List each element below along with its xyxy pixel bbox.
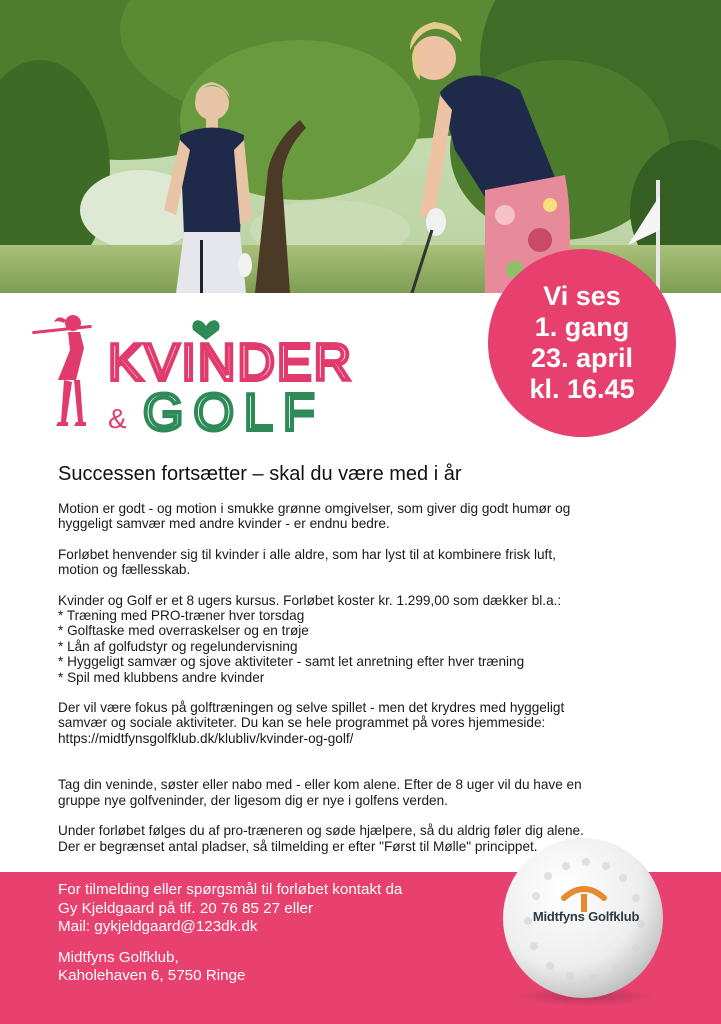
badge-line-4: kl. 16.45 <box>529 374 635 404</box>
email-link[interactable]: Mail: gykjeldgaard@123dk.dk <box>58 918 258 935</box>
hero-photo <box>0 0 721 293</box>
logo-ampersand: & <box>108 403 127 434</box>
logo-word-golf: GOLF <box>143 384 325 440</box>
paragraph-6: Under forløbet følges du af pro-træneren og søde hjælpere, så du aldrig føler dig alene. Der er begrænset antal pladser, så tilmelding er efter "Først til Mølle" princippet. <box>58 823 584 854</box>
list-item: * Spil med klubbens andre kvinder <box>58 669 265 685</box>
paragraph-2: Forløbet henvender sig til kvinder i alle aldre, som har lyst til at kombinere frisk luft, motion og fællesskab. <box>58 546 556 578</box>
paragraph-1: Motion er godt - og motion i smukke grønne omgivelser, som giver dig godt humør og hyggeligt samvær med andre kvinder - er endnu bedre. <box>58 501 571 532</box>
paragraph-4: Der vil være fokus på golftræningen og selve spillet - men det krydres med hyggeligt samvær og sociale aktiviteter. Du kan se hele programmet på vores hjemmeside: https://midtfynsgolfklub.dk/klubliv/kvinder-og-golf/ <box>58 700 658 746</box>
badge-line-3: 23. april <box>530 343 634 373</box>
list-item: * Golftaske med overraskelser og en trøje <box>58 623 309 639</box>
ball-logo-text: Midtfyns Golfklub <box>532 909 640 924</box>
paragraph-3: Kvinder og Golf er et 8 ugers kursus. Forløbet koster kr. 1.299,00 som dækker bl.a.: * Træning med PRO-træner hver torsdag * Golftaske med overraskelser og en trøje * Lån af golfudstyr og regelundervisning * Hyggeligt samvær og sjove aktiviteter - samt let anretning efter hver træning * Spil med klubbens andre kvinder <box>58 593 658 685</box>
headline: Successen fortsætter – skal du være med i år <box>58 463 462 485</box>
website-link[interactable]: https://midtfynsgolfklub.dk/klubliv/kvinder-og-golf/ <box>58 730 354 746</box>
club-address: Kaholehaven 6, 5750 Ringe <box>58 967 246 984</box>
club-name: Midtfyns Golfklub, <box>58 948 179 966</box>
list-item: * Hyggeligt samvær og sjove aktiviteter - samt let anretning efter hver træning <box>58 654 525 670</box>
badge-line-1: Vi ses <box>543 281 621 311</box>
golfer-silhouette-icon <box>32 315 92 426</box>
date-badge <box>488 249 676 437</box>
body-text <box>58 501 658 869</box>
logo-word-kvinder: KVINDER <box>108 334 354 392</box>
footer-contact: For tilmelding eller spørgsmål til forløbet kontakt da Gy Kjeldgaard på tlf. 20 76 85 27 eller Mail: gykjeldgaard@123dk.dk Midtfyns Golfklub, Kaholehaven 6, 5750 Ringe <box>58 881 478 986</box>
list-item: * Træning med PRO-træner hver torsdag <box>58 608 305 624</box>
kvinder-golf-logo <box>28 310 408 440</box>
badge-line-2: 1. gang <box>534 312 630 342</box>
list-item: * Lån af golfudstyr og regelundervisning <box>58 638 298 654</box>
paragraph-5: Tag din veninde, søster eller nabo med - eller kom alene. Efter de 8 uger vil du have en gruppe nye golfveninder, der ligesom dig er nye i golfens verden. <box>58 777 582 808</box>
